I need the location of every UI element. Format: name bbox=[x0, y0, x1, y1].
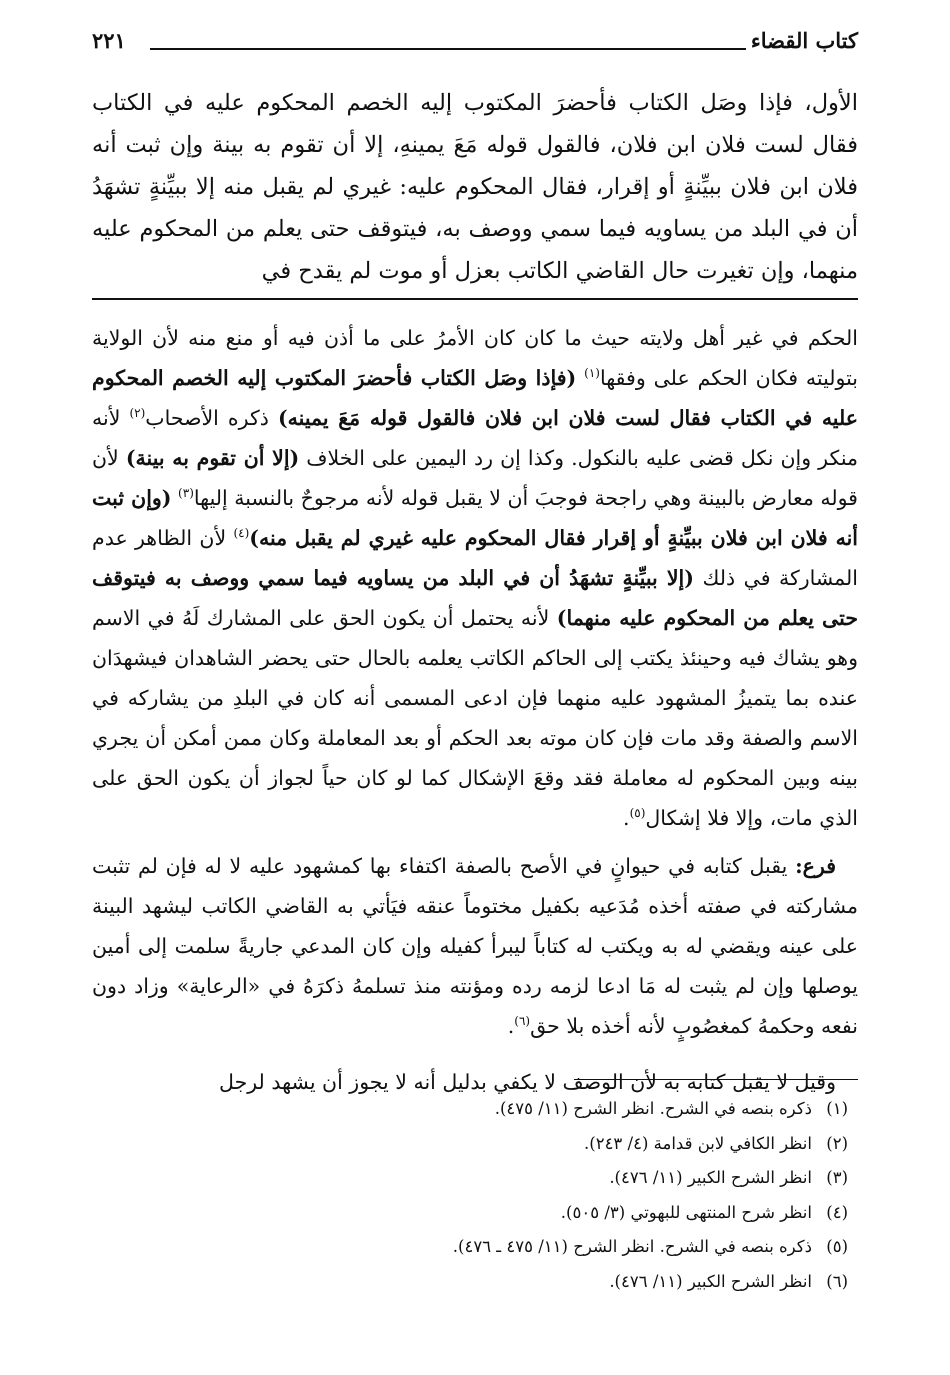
page-header bbox=[92, 28, 858, 62]
book-title: كتاب القضاء bbox=[750, 28, 858, 53]
footnote-item bbox=[92, 1265, 848, 1300]
footnote-text: انظر الشرح الكبير (١١/ ٤٧٦). bbox=[609, 1168, 812, 1187]
sharh-text: الحكم في غير أهل ولايته حيث ما كان كان الأمرُ على ما أذن فيه أو منع منه لأن الولاية بتوليته فكان الحكم على وفقها bbox=[92, 326, 858, 390]
footnote-number: (٢) bbox=[826, 1133, 848, 1153]
sharh-text-block bbox=[92, 318, 858, 1102]
sharh-paragraph-far bbox=[92, 846, 858, 1046]
footnote-number: (٣) bbox=[826, 1168, 848, 1187]
footnote-ref-3: (٣) bbox=[178, 486, 194, 501]
matn-quote: (إلا ببيِّنةٍ تشهَدُ أن في البلد من يساويه فيما سمي ووصف به فيتوقف حتى يعلم من المحكوم عليه منهما) bbox=[92, 566, 858, 630]
footnote-text: انظر الكافي لابن قدامة (٤/ ٢٤٣). bbox=[584, 1133, 812, 1153]
footnote-number: (٤) bbox=[826, 1202, 848, 1222]
matn-text-block bbox=[92, 82, 858, 292]
footnote-ref-4: (٤) bbox=[233, 526, 250, 541]
sharh-text: يقبل كتابه في حيوانٍ في الأصح بالصفة اكتفاء بها كمشهود عليه لا له فإن لم تثبت مشاركته في صفته أخذه مُدَعيه بكفيل مختوماً عنقه فيَأتي به القاضي الكاتب ليشهد البينة على عينه ويقضي له به ويكتب له كتاباً ليبرأ كفيله وإن كان المدعي جاريةً سلمت إلى أمين يوصلها وإن لم يثبت له مَا ادعا لزمه رده ومؤنته منذ تسلمهُ ذكرَهُ في «الرعاية» وزاد دون نفعه وحكمهُ كمغصُوبٍ لأنه أخذه بلا حق bbox=[92, 854, 858, 1038]
sharh-text: لأن قوله معارض بالبينة وهي راجحة فوجبَ أن لا يقبل قوله لأنه مرجوحٌ بالنسبة إليها bbox=[92, 446, 858, 510]
footnote-number: (٥) bbox=[826, 1237, 848, 1256]
footnote-ref-5: (٥) bbox=[629, 806, 646, 821]
sharh-paragraph-1 bbox=[92, 318, 858, 838]
sharh-text: لأنه منكر وإن نكل قضى عليه بالنكول. وكذا إن رد اليمين على الخلاف bbox=[92, 406, 858, 470]
footnote-item bbox=[92, 1161, 848, 1196]
sharh-text: لأن الظاهر عدم المشاركة في ذلك bbox=[92, 526, 858, 590]
matn-quote: (وإن ثبت أنه فلان ابن فلان ببيِّنةٍ أو إقرار فقال المحكوم عليه غيري لم يقبل منه) bbox=[92, 486, 858, 550]
sharh-paragraph-3: وقيل لا يقبل كتابه به لأن الوصف لا يكفي بدليل أنه لا يجوز أن يشهد لرجل bbox=[219, 1070, 836, 1094]
footnote-number: (٦) bbox=[826, 1271, 848, 1291]
footnote-number: (١) bbox=[826, 1099, 848, 1118]
footnote-ref-6: (٦) bbox=[514, 1014, 531, 1029]
matn-quote: (إلا أن تقوم به بينة) bbox=[125, 446, 300, 470]
matn-divider bbox=[92, 298, 858, 300]
footnotes bbox=[92, 1092, 848, 1299]
header-rule bbox=[150, 48, 746, 50]
footnote-item bbox=[92, 1092, 848, 1127]
footnote-text: انظر الشرح الكبير (١١/ ٤٧٦). bbox=[609, 1271, 812, 1291]
far-label: فرع: bbox=[795, 854, 836, 878]
footnote-text: ذكره بنصه في الشرح. انظر الشرح (١١/ ٤٧٥). bbox=[494, 1099, 812, 1118]
matn-paragraph: الأول، فإذا وصَل الكتاب فأحضرَ المكتوب إليه الخصم المحكوم عليه في الكتاب فقال لست فلان ابن فلان، فالقول قوله مَعَ يمينهِ، إلا أن تقوم به بينة وإن ثبت أنه فلان ابن فلان ببيِّنةٍ أو إقرار، فقال المحكوم عليه: غيري لم يقبل منه إلا ببيِّنةٍ تشهَدُ أن في البلد من يساويه فيما سمي ووصف به، فيتوقف حتى يعلم من المحكوم عليه منهما، وإن تغيرت حال القاضي الكاتب بعزل أو موت لم يقدح في bbox=[92, 90, 858, 284]
footnote-ref-1: (١) bbox=[584, 366, 600, 381]
footnote-text: ذكره بنصه في الشرح. انظر الشرح (١١/ ٤٧٥ ـ ٤٧٦). bbox=[452, 1237, 812, 1256]
footnote-item bbox=[92, 1127, 848, 1162]
sharh-text: لأنه يحتمل أن يكون الحق على المشارك لَهُ في الاسم وهو يشاك فيه وحينئذ يكتب إلى الحاكم الكاتب يعلمه بالحال حتى يحضر الشاهدان فيشهدَان عنده بما يتميزُ المشهود عليه منهما فإن ادعى المسمى أنه كان في البلدِ من يشاركه في الاسم والصفة وقد مات فإن كان موته بعد الحكم أو بعد المعاملة وكان ممن أمكن أن يجري بينه وبين المحكوم له معاملة فقد وقعَ الإشكال كما لو كان حياً لجواز أن يكون الحق على الذي مات، وإلا فلا إشكال bbox=[92, 606, 858, 830]
sentence-end: . bbox=[507, 1014, 515, 1038]
footnote-ref-2: (٢) bbox=[129, 406, 146, 421]
sharh-text: ذكره الأصحاب bbox=[145, 406, 278, 430]
footnote-text: انظر شرح المنتهى للبهوتي (٣/ ٥٠٥). bbox=[560, 1202, 812, 1222]
sentence-end: . bbox=[623, 806, 630, 830]
footnote-item bbox=[92, 1230, 848, 1265]
page-number: ٢٢١ bbox=[92, 28, 126, 53]
footnote-rule bbox=[574, 1079, 858, 1080]
footnote-item bbox=[92, 1196, 848, 1231]
matn-quote: (فإذا وصَل الكتاب فأحضرَ المكتوب إليه الخصم المحكوم عليه في الكتاب فقال لست فلان ابن فلان فالقول قوله مَعَ يمينه) bbox=[92, 366, 859, 430]
